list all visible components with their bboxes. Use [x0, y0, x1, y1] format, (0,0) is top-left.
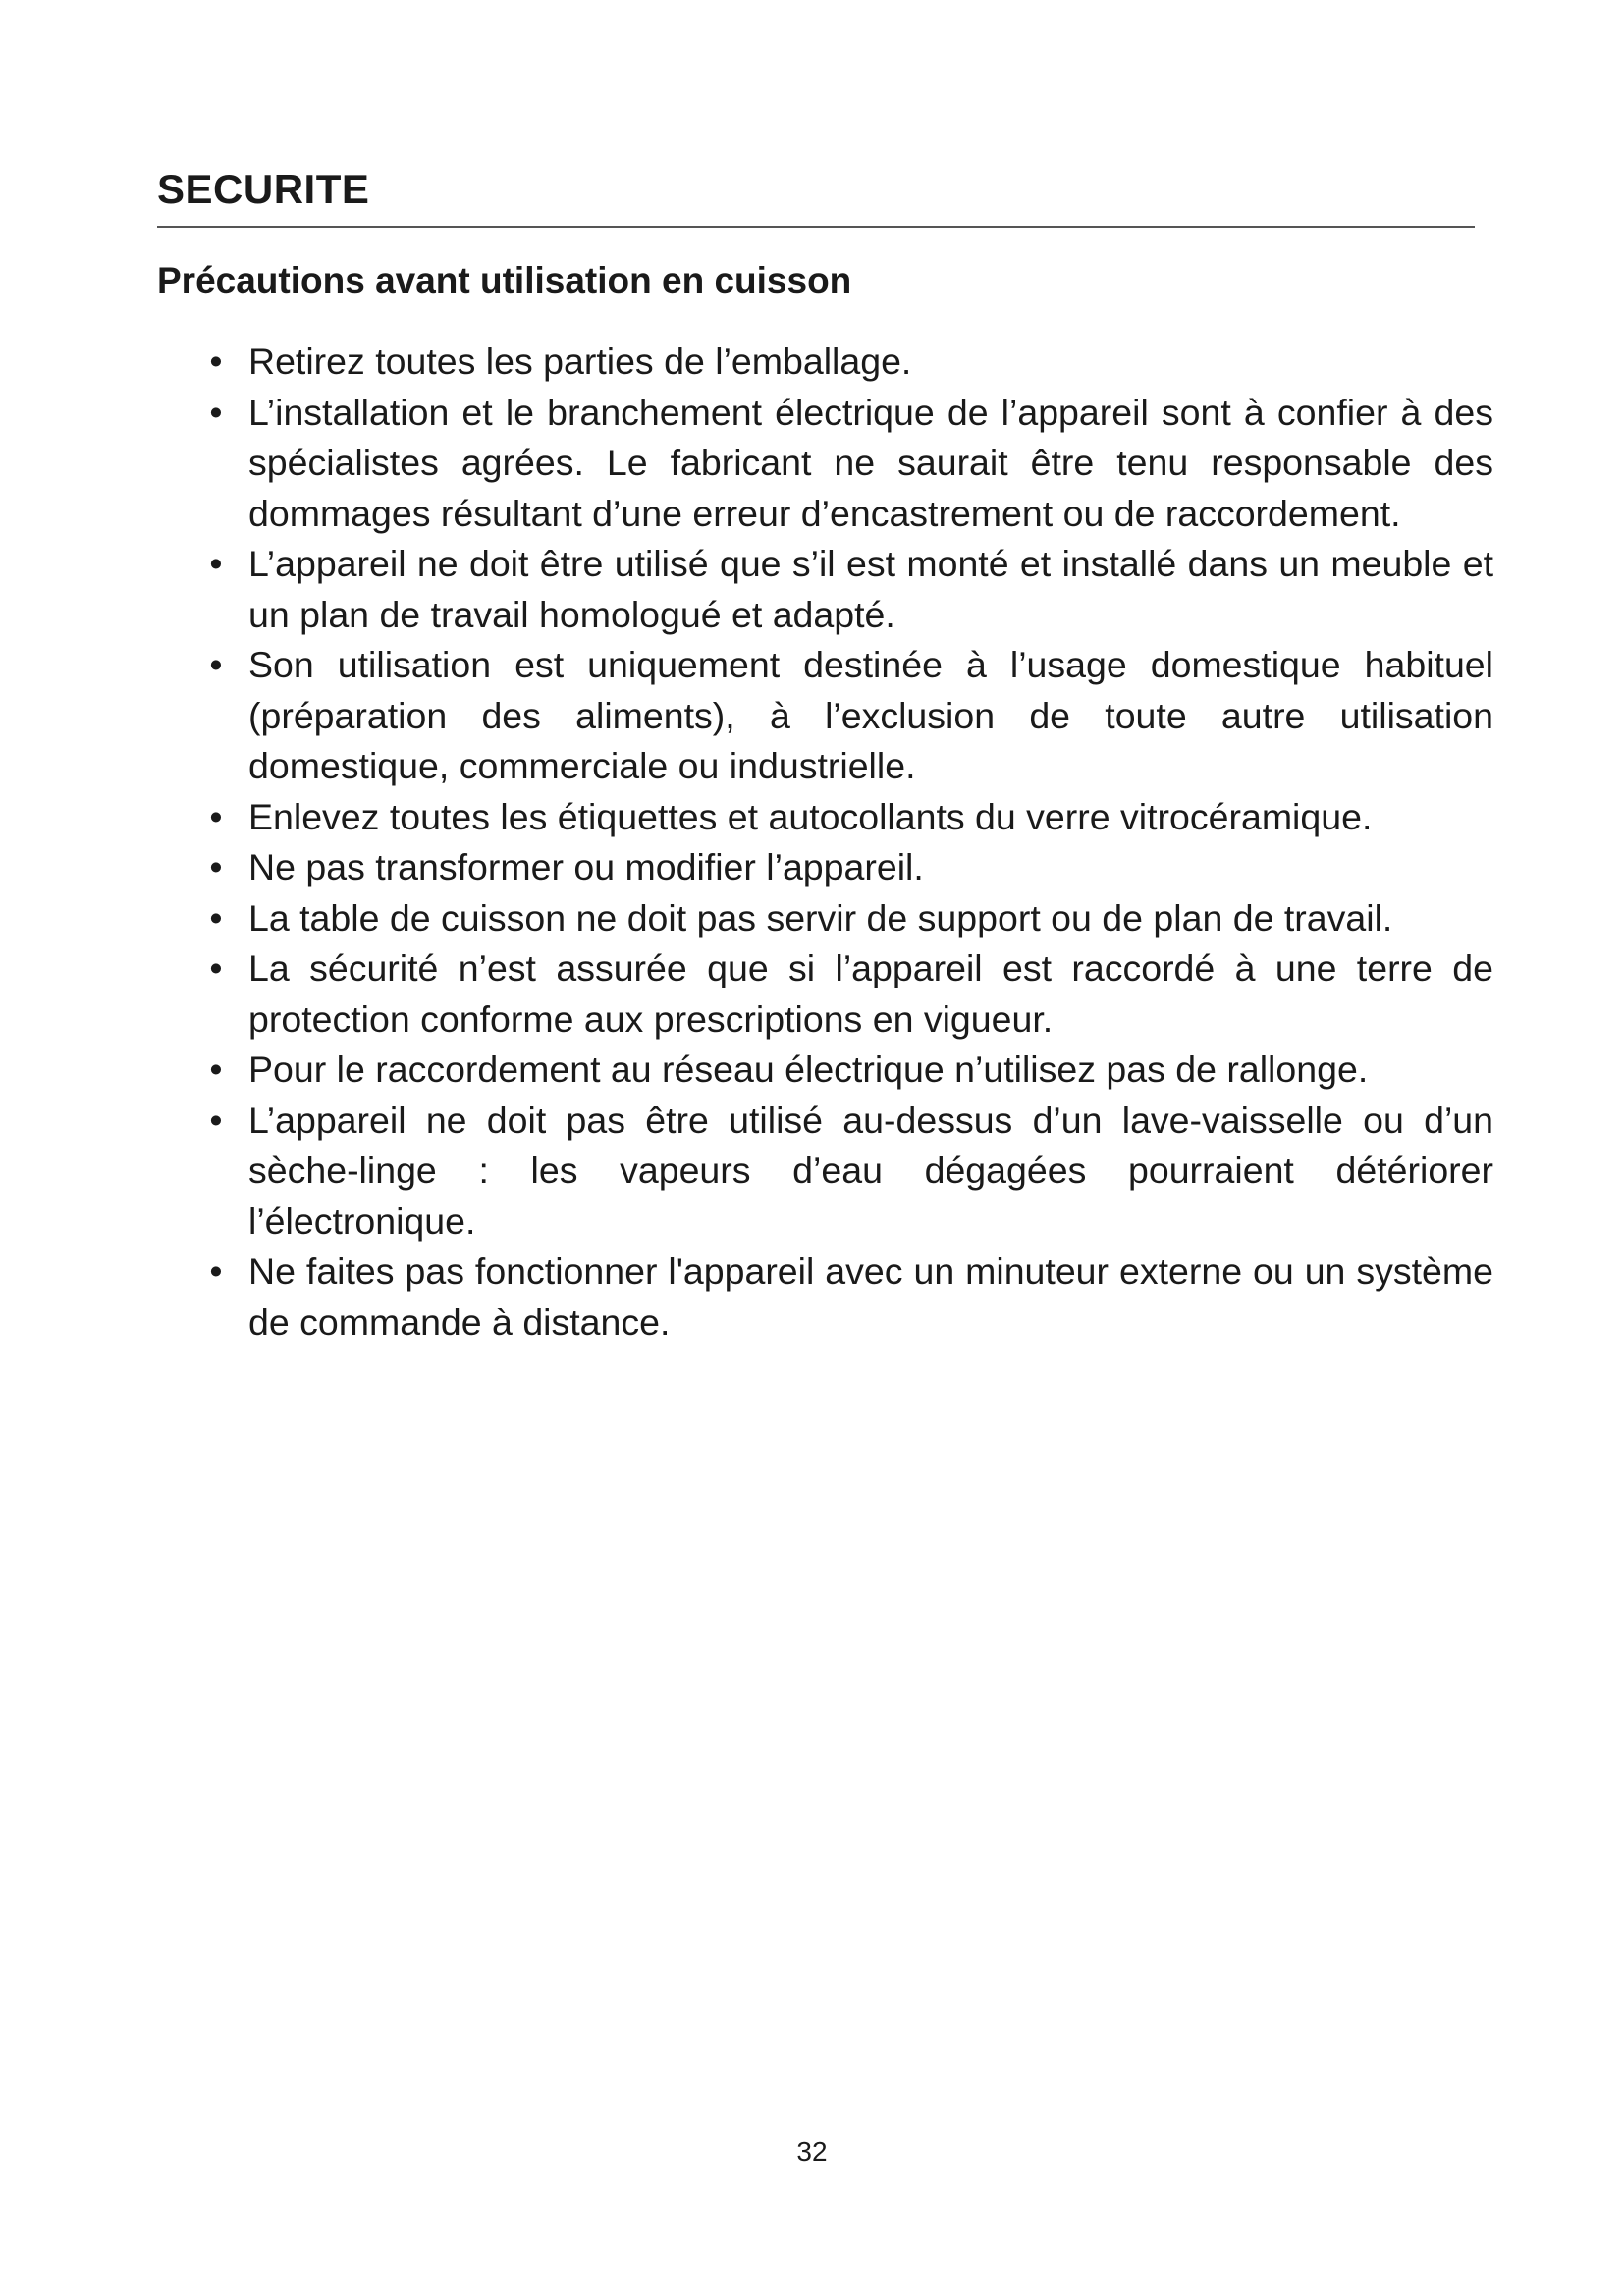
bullet-icon: • — [209, 543, 223, 584]
list-item — [201, 792, 1493, 843]
list-item — [201, 842, 1493, 893]
list-item — [201, 1044, 1493, 1095]
precautions-list — [201, 337, 1493, 1348]
list-item-text: L’appareil ne doit pas être utilisé au-dessus d’un lave-vaisselle ou d’un sèche-linge : les vapeurs d’eau dégagées pourraient détériorer l’électronique. — [248, 1098, 1493, 1242]
list-item-text: Ne pas transformer ou modifier l’appareil. — [248, 846, 924, 887]
bullet-icon: • — [209, 1098, 223, 1141]
list-item-text: Retirez toutes les parties de l’emballage. — [248, 341, 912, 382]
list-item — [201, 893, 1493, 944]
list-item-text: Ne faites pas fonctionner l'appareil avec un minuteur externe ou un système de commande à distance. — [248, 1251, 1493, 1343]
bullet-icon: • — [209, 896, 223, 938]
list-item-text: L’installation et le branchement électrique de l’appareil sont à confier à des spécialistes agrées. Le fabricant ne saurait être tenu responsable des dommages résultant d’une erreur d’encastrement ou de raccordement. — [248, 391, 1493, 534]
title-divider — [157, 226, 1475, 228]
bullet-icon: • — [209, 644, 223, 685]
subsection-title: Précautions avant utilisation en cuisson — [157, 260, 852, 300]
list-item-text: Enlevez toutes les étiquettes et autocollants du verre vitrocéramique. — [248, 795, 1373, 837]
bullet-icon: • — [209, 1251, 223, 1292]
page-number: 32 — [796, 2136, 828, 2166]
bullet-icon: • — [209, 846, 223, 887]
section-title: SECURITE — [157, 166, 370, 212]
list-item — [201, 388, 1493, 540]
list-item-text: La sécurité n’est assurée que si l’appareil est raccordé à une terre de protection conforme aux prescriptions en vigueur. — [248, 947, 1493, 1040]
list-item — [201, 640, 1493, 792]
bullet-icon: • — [209, 947, 223, 988]
list-item — [201, 539, 1493, 640]
list-item — [201, 1095, 1493, 1248]
bullet-icon: • — [209, 1048, 223, 1090]
bullet-icon: • — [209, 341, 223, 382]
list-item-text: Son utilisation est uniquement destinée à l’usage domestique habituel (préparation des aliments), à l’exclusion de toute autre utilisation domestique, commerciale ou industrielle. — [248, 644, 1493, 786]
list-item — [201, 337, 1493, 388]
list-item — [201, 943, 1493, 1044]
list-item-text: La table de cuisson ne doit pas servir de support ou de plan de travail. — [248, 896, 1393, 938]
list-item — [201, 1247, 1493, 1348]
bullet-icon: • — [209, 795, 223, 837]
list-item-text: Pour le raccordement au réseau électrique n’utilisez pas de rallonge. — [248, 1048, 1369, 1090]
bullet-icon: • — [209, 391, 223, 433]
list-item-text: L’appareil ne doit être utilisé que s’il est monté et installé dans un meuble et un plan de travail homologué et adapté. — [248, 543, 1493, 635]
